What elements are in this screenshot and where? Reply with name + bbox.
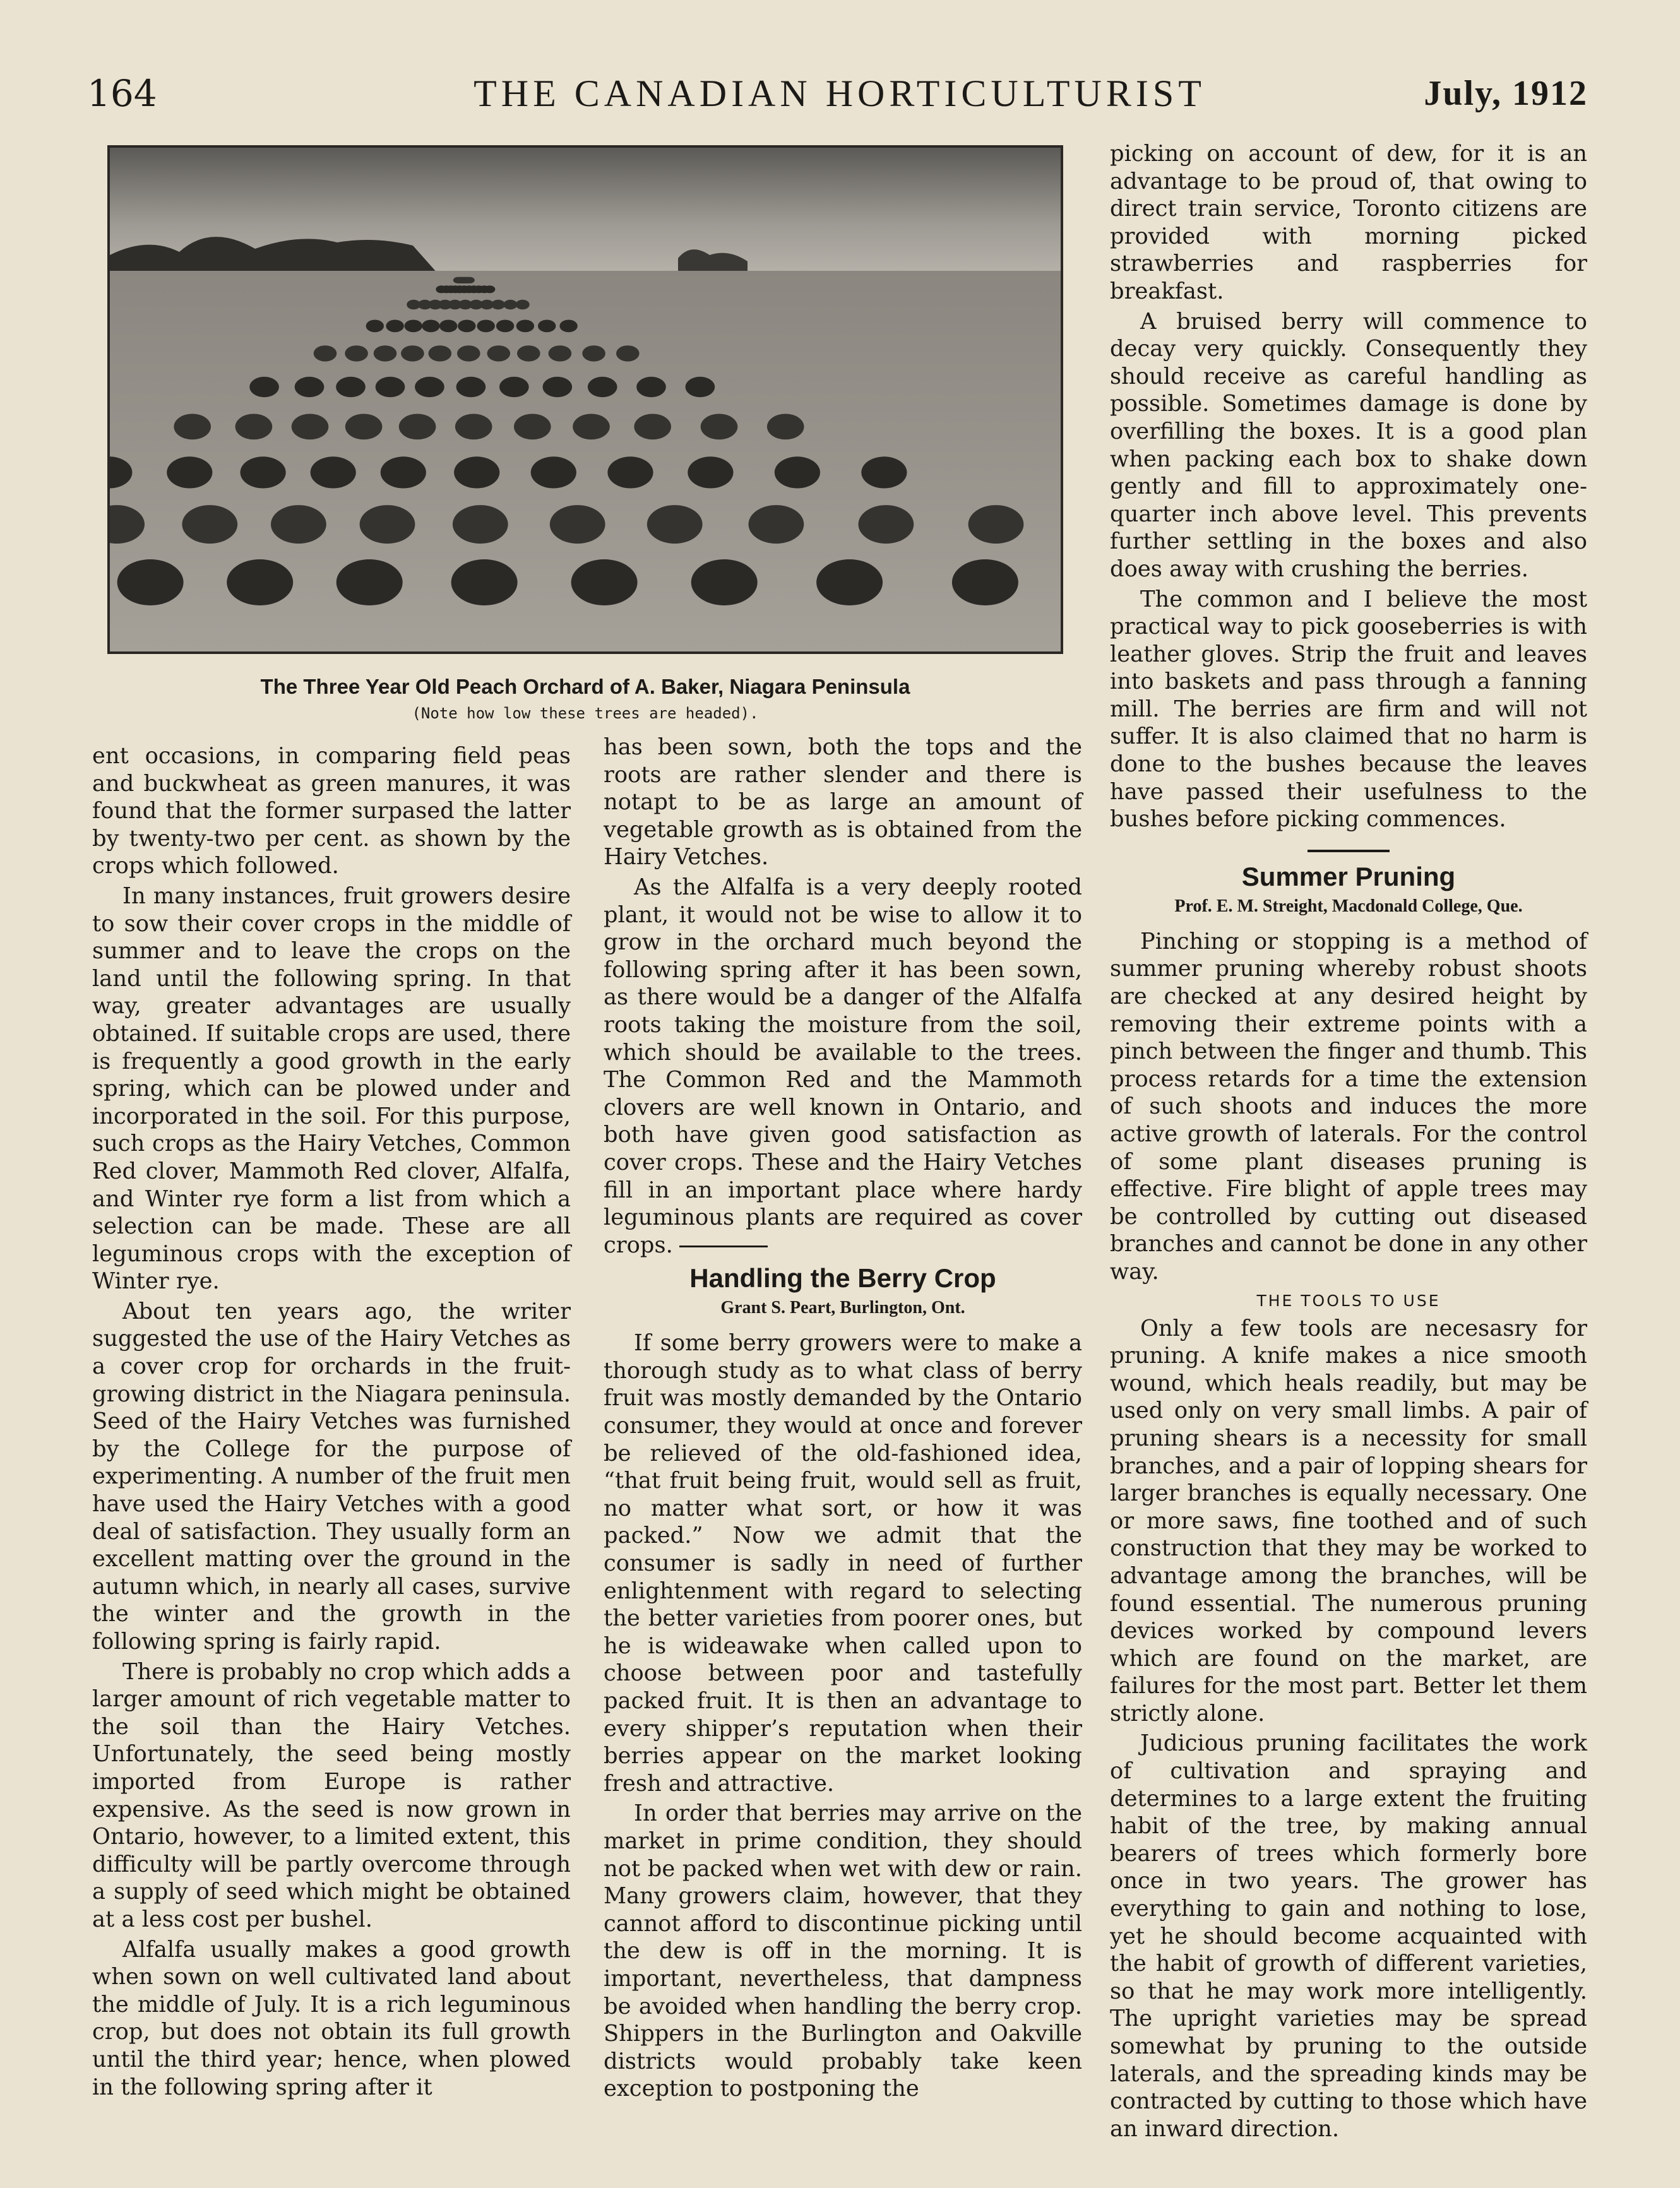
caption-title: The Three Year Old Peach Orchard of A. Baker, Niagara Peninsula — [260, 675, 910, 698]
paragraph: In many instances, fruit growers desire to sow their cover crops in the middle of summer and to leave the crops on the land until the following spring. In that way, greater advantages are usually obtained. If suitable crops are used, there is frequently a good growth in the early spring, which can be plowed under and incorporated in the soil. For this purpose, such crops as the Hairy Vetches, Common Red clover, Mammoth Red clover, Alfalfa, and Winter rye form a list from which a selection can be made. These are all leguminous crops with the exception of Winter rye. — [92, 883, 571, 1295]
tree-shape — [457, 345, 480, 361]
tree-shape — [573, 414, 610, 440]
article-title-berry-crop: Handling the Berry Crop — [689, 1263, 996, 1293]
tree-shape — [477, 320, 495, 333]
tree-shape — [647, 505, 703, 544]
tree-shape — [314, 345, 337, 361]
section-divider — [679, 1246, 768, 1247]
tree-shape — [453, 505, 508, 544]
paragraph: There is probably no crop which adds a larger amount of rich vegetable matter to the soil than the Hairy Vetches. Unfortunately, the seed being mostly imported from Europe is rather expensive. As the seed is now grown in Ontario, however, to a limited extent, this difficulty will be partly overcome through a supply of seed which might be obtained at a less cost per bushel. — [92, 1658, 571, 1932]
tree-shape — [182, 505, 237, 544]
column-2 — [604, 734, 1082, 2103]
tree-shape — [271, 505, 326, 544]
tree-shape — [454, 456, 499, 488]
caption-note: (Note how low these trees are headed). — [412, 705, 759, 722]
tree-shape — [634, 414, 671, 440]
tree-shape — [616, 345, 640, 361]
tree-shape — [227, 559, 293, 605]
tree-shape — [571, 559, 638, 605]
tree-shape — [549, 345, 572, 361]
tree-shape — [295, 377, 325, 397]
tree-shape — [861, 456, 907, 488]
publication-title: THE CANADIAN HORTICULTURIST — [474, 73, 1206, 114]
tree-shape — [499, 377, 529, 397]
tree-shape — [688, 456, 733, 488]
tree-shape — [516, 300, 530, 309]
paragraph: In order that berries may arrive on the market in prime condition, they should not be packed when wet with dew or rain. Many growers claim, however, that they cannot afford to discontinue picking until the dew is off in the morning. It is important, nevertheless, that dampness be avoided when handling the berry crop. Shippers in the Burlington and Oakville districts would probably take keen exception to postponing the — [604, 1800, 1082, 2102]
issue-date: July, 1912 — [1424, 74, 1588, 113]
paragraph: A bruised berry will commence to decay very quickly. Consequently they should receive as careful handling as possible. Sometimes damage is done by overfilling the boxes. It is a good plan when packing each box to shake down gently and fill to approximately one-quarter inch above level. This prevents further settling in the boxes and also does away with crushing the berries. — [1110, 308, 1587, 582]
tree-shape — [487, 345, 511, 361]
section-subhead: THE TOOLS TO USE — [1256, 1291, 1441, 1310]
tree-shape — [405, 320, 422, 333]
tree-shape — [582, 345, 605, 361]
tree-shape — [968, 505, 1024, 544]
tree-shape — [456, 377, 486, 397]
page-number: 164 — [87, 72, 157, 115]
tree-shape — [381, 456, 426, 488]
tree-shape — [517, 345, 540, 361]
tree-shape — [767, 414, 804, 440]
tree-shape — [516, 320, 534, 333]
paragraph: Pinching or stopping is a method of summer pruning whereby robust shoots are checked at any desired height by removing their extreme points with a pinch between the finger and thumb. This process retards for a time the extension of such shoots and induces the more active growth of laterals. For the control of some plant diseases pruning is effective. Fire blight of apple trees may be controlled by cutting out diseased branches and cannot be done in any other way. — [1110, 928, 1587, 1285]
tree-shape — [451, 559, 518, 605]
column-1 — [92, 742, 571, 2101]
tree-shape — [429, 345, 452, 361]
paragraph: If some berry growers were to make a thorough study as to what class of berry fruit was mostly demanded by the Ontario consumer, they would at once and forever be relieved of the old-fashioned idea, “that fruit being fruit, would sell as fruit, no matter what sort, or how it was packed.” Now we admit that the consumer is sadly in need of further enlightenment with regard to selecting the better varieties from poorer ones, but he is wideawake when called upon to choose between poor and tastefully packed fruit. It is then an advantage to every shipper’s reputation when their berries appear on the market looking fresh and attractive. — [604, 1330, 1082, 1797]
tree-shape — [249, 377, 279, 397]
tree-shape — [465, 277, 475, 283]
tree-shape — [401, 345, 424, 361]
tree-shape — [345, 414, 383, 440]
paragraph: Only a few tools are necesasry for pruning. A knife makes a nice smooth wound, which heals readily, but may be used only on very small limbs. A pair of pruning shears is a necessity for small branches, and a pair of lopping shears for larger branches is equally necessary. One or more saws, fine toothed and of such construction that they may be worked to advantage among the branches, will be found essential. The numerous pruning devices worked by compound levers which are found on the market, are failures for the most part. Better let them strictly alone. — [1110, 1315, 1587, 1727]
tree-shape — [386, 320, 403, 333]
tree-shape — [336, 377, 366, 397]
tree-shape — [559, 320, 577, 333]
column-3 — [1110, 140, 1587, 2143]
paragraph: picking on account of dew, for it is an advantage to be proud of, that owing to direct train service, Toronto citizens are provided with morning picked strawberries and raspberries for breakfast. — [1110, 141, 1587, 304]
tree-shape — [531, 456, 576, 488]
paragraph: ent occasions, in comparing field peas and buckwheat as green manures, it was found that the former surpased the latter by twenty-two per cent. as shown by the crops which followed. — [92, 743, 571, 879]
tree-shape — [701, 414, 738, 440]
tree-shape — [360, 505, 415, 544]
tree-shape — [550, 505, 605, 544]
paragraph — [604, 874, 1082, 1259]
tree-shape — [235, 414, 273, 440]
tree-shape — [422, 320, 439, 333]
tree-shape — [167, 456, 212, 488]
orchard-illustration — [110, 148, 1061, 651]
article-byline: Grant S. Peart, Burlington, Ont. — [720, 1298, 965, 1318]
paragraph: has been sown, both the tops and the roots are rather slender and there is notapt to be as large an amount of vegetable growth as is obtained from the Hairy Vetches. — [604, 734, 1082, 871]
tree-shape — [636, 377, 666, 397]
paragraph-text: As the Alfalfa is a very deeply rooted plant, it would not be wise to allow it to grow in the orchard much beyond the following spring after it has been sown, as there would be a danger of the Alfalfa roots taking the moisture from the soil, which should be available to the trees. The Common Red and the Mammoth clovers are well known in Ontario, and both have given good satisfaction as cover crops. These and the Hairy Vetches fill in an important place where hardy leguminous plants are required as cover crops. — [604, 874, 1082, 1258]
tree-shape — [241, 456, 286, 488]
tree-shape — [292, 414, 329, 440]
paragraph: Alfalfa usually makes a good growth when sown on well cultivated land about the middle of July. It is a rich leguminous crop, but does not obtain its full growth until the third year; hence, when plowed in the following spring after it — [92, 1936, 571, 2100]
tree-shape — [588, 377, 617, 397]
tree-shape — [496, 320, 514, 333]
tree-shape — [514, 414, 551, 440]
tree-shape — [455, 414, 492, 440]
tree-shape — [775, 456, 820, 488]
photo-caption — [107, 673, 1063, 725]
tree-shape — [686, 377, 715, 397]
tree-shape — [117, 559, 184, 605]
tree-shape — [503, 300, 517, 309]
tree-shape — [366, 320, 384, 333]
tree-shape — [491, 300, 505, 309]
tree-shape — [691, 559, 758, 605]
tree-shape — [749, 505, 804, 544]
tree-shape — [376, 377, 405, 397]
tree-shape — [439, 320, 457, 333]
tree-shape — [415, 377, 444, 397]
tree-shape — [458, 320, 475, 333]
tree-shape — [538, 320, 556, 333]
paragraph: Judicious pruning facilitates the work of cultivation and spraying and determines to a large extent the fruiting habit of the tree, by making annual bearers of trees which formerly bore once in two years. The grower has everything to gain and nothing to lose, yet he should become acquainted with the habit of growth of different varieties, so that he may work more intelligently. The upright varieties may be spread somewhat by pruning to the outside laterals, and the spreading kinds may be contracted by cutting to those which have an inward direction. — [1110, 1730, 1587, 2142]
article-title-summer-pruning: Summer Pruning — [1241, 861, 1456, 891]
tree-shape — [952, 559, 1018, 605]
tree-shape — [311, 456, 356, 488]
tree-shape — [374, 345, 397, 361]
tree-shape — [543, 377, 573, 397]
orchard-photo — [107, 145, 1063, 654]
paragraph: About ten years ago, the writer suggested the use of the Hairy Vetches as a cover crop for orchards in the fruit-growing district in the Niagara peninsula. Seed of the Hairy Vetches was furnished by the College for the purpose of experimenting. A number of the fruit men have used the Hairy Vetches with a good deal of satisfaction. They usually form an excellent matting over the ground in the autumn which, in nearly all cases, survive the winter and the growth in the following spring is fairly rapid. — [92, 1298, 571, 1655]
article-byline: Prof. E. M. Streight, Macdonald College, Que. — [1174, 896, 1523, 916]
tree-shape — [859, 505, 914, 544]
tree-shape — [484, 285, 495, 293]
section-divider — [1308, 850, 1390, 852]
tree-shape — [816, 559, 883, 605]
tree-shape — [345, 345, 368, 361]
paragraph: The common and I believe the most practical way to pick gooseberries is with leather gloves. Strip the fruit and leaves into baskets and pass through a fanning mill. The berries are firm and will not suffer. It is also claimed that no harm is done to the bushes because the leaves have passed their usefulness to the bushes before picking commences. — [1110, 586, 1587, 833]
tree-shape — [607, 456, 653, 488]
tree-shape — [337, 559, 403, 605]
tree-shape — [399, 414, 436, 440]
tree-shape — [174, 414, 211, 440]
